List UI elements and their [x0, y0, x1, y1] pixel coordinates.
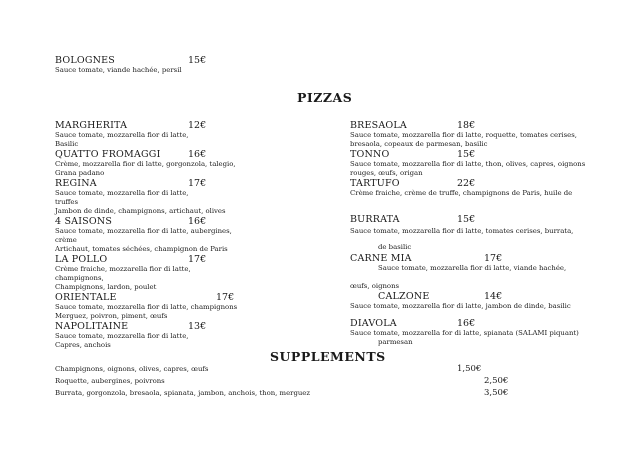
supplement-label: Roquette, aubergines, poivrons	[55, 377, 165, 385]
menu-item-description: Sauce tomate, mozzarella fior di latte,	[55, 131, 189, 139]
menu-item-description: Crème fraiche, crème de truffe, champignons de Paris, huile de	[350, 189, 573, 197]
menu-item-name: TARTUFO	[350, 178, 400, 189]
menu-item-description: crème	[55, 236, 77, 244]
menu-item-name: NAPOLITAINE	[55, 321, 129, 332]
menu-item-name: BOLOGNES	[55, 55, 115, 66]
menu-item-description: Sauce tomate, mozzarella fior di latte, thon, olives, capres, oignons	[350, 160, 586, 168]
menu-item-description: Artichaut, tomates séchées, champignon de Paris	[55, 245, 228, 253]
menu-item-description: Sauce tomate, mozzarella fior di latte, tomates cerises, burrata,	[350, 227, 574, 235]
menu-item-description: Sauce tomate, viande hachée, persil	[55, 66, 182, 74]
menu-item-description: Sauce tomate, mozzarella fior di latte,	[55, 189, 189, 197]
menu-item-price: 14€	[484, 291, 503, 302]
menu-item-description: Capres, anchois	[55, 341, 111, 349]
menu-item-price: 17€	[188, 254, 207, 265]
menu-item-description: Grana padano	[55, 169, 105, 177]
menu-item-price: 17€	[484, 253, 503, 264]
menu-item-description: Sauce tomate, mozzarella fior di latte,	[55, 332, 189, 340]
menu-item-name: CARNE MIA	[350, 253, 412, 264]
supplement-price: 1,50€	[457, 364, 482, 374]
supplement-label: Champignons, oignons, olives, capres, œufs	[55, 365, 209, 373]
menu-item-description: Sauce tomate, mozzarella fior di latte, roquette, tomates cerises,	[350, 131, 577, 139]
supplement-label: Burrata, gorgonzola, bresaola, spianata, jambon, anchois, thon, merguez	[55, 389, 311, 397]
menu-item-price: 18€	[457, 120, 476, 131]
menu-item-name: BURRATA	[350, 214, 400, 225]
menu-item-price: 16€	[188, 149, 207, 160]
menu-item-price: 16€	[457, 318, 476, 329]
menu-item-name: LA POLLO	[55, 254, 108, 265]
menu-item-description: Jambon de dinde, champignons, artichaut, olives	[55, 207, 226, 215]
menu-item-description: œufs, oignons	[350, 282, 400, 290]
pizzas-heading: PIZZAS	[297, 90, 353, 105]
menu-item-description: champignons,	[55, 274, 104, 282]
menu-item-price: 15€	[457, 149, 476, 160]
menu-item-description: Basilic	[55, 140, 79, 148]
menu-item-description: parmesan	[378, 338, 413, 346]
menu-item-name: MARGHERITA	[55, 120, 128, 131]
menu-item-name: REGINA	[55, 178, 97, 189]
menu-item-description: Sauce tomate, mozzarella fior di latte, champignons	[55, 303, 238, 311]
menu-item-description: Crème, mozzarella fior di latte, gorgonzola, talegio,	[55, 160, 236, 168]
menu-item-description: Merguez, poivron, piment, œufs	[55, 312, 168, 320]
menu-item-price: 15€	[188, 55, 207, 66]
menu-item-description: Sauce tomate, mozzarella fior di latte, jambon de dinde, basilic	[350, 302, 571, 310]
menu-item-name: DIAVOLA	[350, 318, 397, 329]
menu-item-description: truffes	[55, 198, 79, 206]
menu-item-name: TONNO	[350, 149, 390, 160]
menu-item-description: rouges, œufs, origan	[350, 169, 423, 177]
menu-item-name: ORIENTALE	[55, 292, 117, 303]
menu-item-price: 12€	[188, 120, 207, 131]
supplement-price: 2,50€	[484, 376, 509, 386]
menu-item-price: 13€	[188, 321, 207, 332]
menu-item-description: de basilic	[378, 243, 412, 251]
supplements-heading: SUPPLEMENTS	[270, 349, 386, 364]
menu-item-description: Sauce tomate, mozzarella for di latte, spianata (SALAMI piquant)	[350, 329, 579, 337]
menu-item-price: 15€	[457, 214, 476, 225]
menu-item-description: Sauce tomate, mozzarella fior di latte, viande hachée,	[378, 264, 567, 272]
menu-item-description: bresaola, copeaux de parmesan, basilic	[350, 140, 488, 148]
menu-item-price: 16€	[188, 216, 207, 227]
menu-item-name: 4 SAISONS	[55, 216, 113, 227]
menu-item-description: Crème fraiche, mozzarella fior di latte,	[55, 265, 191, 273]
menu-item-price: 17€	[216, 292, 235, 303]
menu-item-description: Sauce tomate, mozzarella fior di latte, aubergines,	[55, 227, 232, 235]
menu-item-description: Champignons, lardon, poulet	[55, 283, 157, 291]
menu-item-name: QUATTO FROMAGGI	[55, 149, 161, 160]
menu-item-price: 17€	[188, 178, 207, 189]
menu-item-price: 22€	[457, 178, 476, 189]
supplement-price: 3,50€	[484, 388, 509, 398]
menu-item-name: CALZONE	[378, 291, 430, 302]
menu-item-name: BRESAOLA	[350, 120, 407, 131]
